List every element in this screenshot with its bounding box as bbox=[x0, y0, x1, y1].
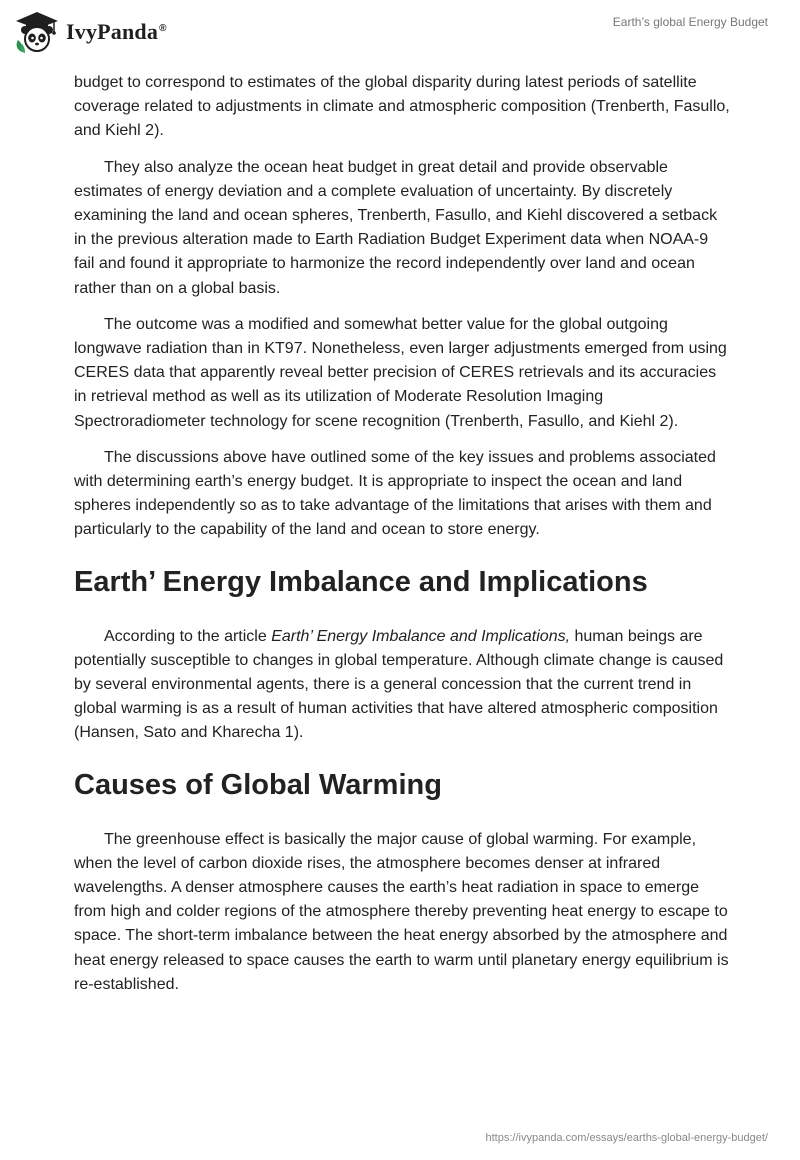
ivypanda-logo[interactable] bbox=[14, 10, 214, 54]
paragraph bbox=[74, 625, 730, 746]
essay-body bbox=[74, 71, 730, 1009]
page-header bbox=[0, 0, 800, 64]
paragraph: They also analyze the ocean heat budget in great detail and provide observable estimates of energy deviation and a complete evaluation of uncertainty. By discretely examining the land and ocean spheres, Trenberth, Fasullo, and Kiehl discovered a setback in the previous alteration made to Earth Radiation Budget Experiment data when NOAA-9 fail and found it appropriate to harmonize the record independently over land and ocean rather than on a global basis. bbox=[74, 158, 718, 297]
section-heading-energy-imbalance: Earth’ Energy Imbalance and Implications bbox=[74, 565, 648, 598]
brand-name: IvyPanda® bbox=[66, 19, 167, 44]
document-title: Earth’s global Energy Budget bbox=[612, 15, 768, 29]
article-title-italic: Earth’ Energy Imbalance and Implications, bbox=[271, 627, 571, 645]
paragraph: The outcome was a modified and somewhat better value for the global outgoing longwave radiation than in KT97. Nonetheless, even larger adjustments emerged from using CERES data that apparently reveal better precision of CERES retrievals and its accuracies in retrieval method as well as its utilization of Moderate Resolution Imaging Spectroradiometer technology for scene recognition (Trenberth, Fasullo, and Kiehl 2). bbox=[74, 315, 727, 430]
source-url[interactable]: https://ivypanda.com/essays/earths-global-energy-budget/ bbox=[485, 1132, 768, 1144]
section-heading-causes-global-warming: Causes of Global Warming bbox=[74, 768, 442, 801]
paragraph: budget to correspond to estimates of the global disparity during latest periods of satellite coverage related to adjustments in climate and atmospheric composition (Trenberth, Fasullo, and Kiehl 2). bbox=[74, 74, 730, 140]
paragraph: The greenhouse effect is basically the major cause of global warming. For example, when the level of carbon dioxide rises, the atmosphere becomes denser at infrared wavelengths. A denser atmosphere causes the earth’s heat radiation in space to emerge from high and colder regions of the atmosphere thereby preventing heat energy to escape to space. The short-term imbalance between the heat energy absorbed by the atmosphere and heat energy released to space causes the earth to warm until planetary energy equilibrium is re-established. bbox=[74, 830, 729, 993]
paragraph-text: human beings are potentially susceptible to changes in global temperature. Although climate change is caused by several environmental agents, there is a general concession that the current trend in global warming is as a result of human activities that have altered atmospheric composition (Hansen, Sato and Kharecha 1). bbox=[74, 627, 724, 742]
paragraph: The discussions above have outlined some of the key issues and problems associated with determining earth’s energy budget. It is appropriate to inspect the ocean and land spheres independently so as to take advantage of the limitations that arises with them and particularly to the capability of the land and ocean to store energy. bbox=[74, 448, 716, 539]
panda-logo-icon bbox=[14, 10, 60, 54]
paragraph-text: According to the article bbox=[104, 627, 272, 645]
registered-mark: ® bbox=[159, 22, 167, 34]
